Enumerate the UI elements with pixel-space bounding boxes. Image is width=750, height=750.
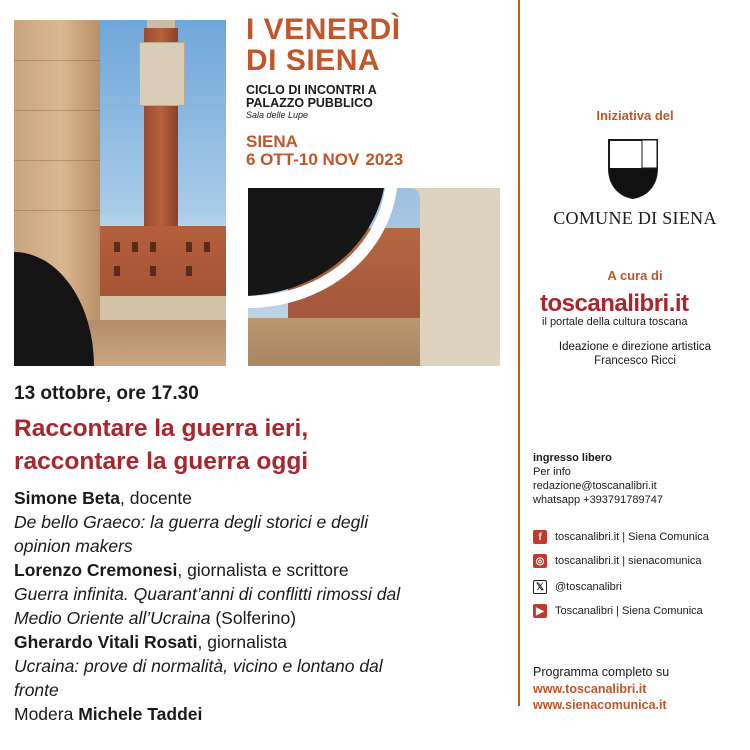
director-name: Francesco Ricci: [594, 355, 676, 367]
social-text: Toscanalibri | Siena Comunica: [555, 605, 703, 617]
facebook-icon: f: [533, 530, 547, 544]
speaker-1: [14, 486, 514, 510]
event-date: 13 ottobre, ore 17.30: [14, 383, 199, 404]
speaker-role: , giornalista e scrittore: [177, 560, 349, 580]
talk-line: fronte: [14, 680, 59, 700]
series-title: [246, 14, 506, 76]
initiative-label: Iniziativa del: [596, 108, 674, 123]
speaker-name: Gherardo Vitali Rosati: [14, 632, 198, 652]
contact-email[interactable]: redazione@toscanalibri.it: [533, 480, 657, 492]
talk-line: Ucraina: prove di normalità, vicino e lontano dal: [14, 656, 383, 676]
curated-by-label: A cura di: [607, 268, 663, 283]
talk-title-2b: [14, 606, 514, 630]
talk-title-3: [14, 654, 514, 678]
speaker-role: , giornalista: [197, 632, 287, 652]
talk-line: Medio Oriente all’Ucraina: [14, 608, 211, 628]
talk-title-1: [14, 510, 514, 534]
event-title-line1: Raccontare la guerra ieri,: [14, 415, 309, 442]
social-text: toscanalibri.it | Siena Comunica: [555, 531, 709, 543]
info-block: [533, 451, 663, 507]
subtitle-line1: CICLO DI INCONTRI A: [246, 83, 377, 97]
talk-title-2: [14, 582, 514, 606]
social-text: @toscanalibri: [555, 581, 622, 593]
speaker-list: [14, 486, 514, 726]
year: 2023: [365, 150, 404, 169]
series-subtitle: [246, 84, 506, 110]
piazza-photo-right: [248, 188, 500, 366]
moderator: [14, 702, 514, 726]
x-icon: 𝕏: [533, 580, 547, 594]
comune-di-siena-logo: COMUNE DI SIENA: [553, 208, 717, 228]
speaker-2: [14, 558, 514, 582]
date-range-text: 6 OTT-10 NOV: [246, 150, 360, 169]
entry-free: ingresso libero: [533, 452, 612, 464]
city: SIENA: [246, 132, 298, 151]
direction-label: Ideazione e direzione artistica: [558, 341, 712, 353]
contact-whatsapp[interactable]: whatsapp +393791789747: [533, 494, 663, 506]
talk-line: De bello Graeco: la guerra degli storici e degli: [14, 512, 369, 532]
series-title-line2: DI SIENA: [246, 44, 381, 77]
full-program-label: Programma completo su: [533, 665, 670, 679]
talk-line: opinion makers: [14, 536, 133, 556]
social-x[interactable]: [533, 578, 743, 596]
speaker-name: Lorenzo Cremonesi: [14, 560, 178, 580]
speaker-role: , docente: [120, 488, 192, 508]
talk-line: Guerra infinita. Quarant’anni di conflitti rimossi dal: [14, 584, 401, 604]
social-youtube[interactable]: [533, 602, 743, 620]
info-label: Per info: [533, 466, 571, 478]
talk-title-1b: [14, 534, 514, 558]
date-range: [246, 151, 403, 169]
series-title-line1: I VENERDÌ: [246, 13, 401, 46]
social-facebook[interactable]: [533, 528, 743, 546]
social-text: toscanalibri.it | sienacomunica: [555, 555, 702, 567]
talk-title-3b: [14, 678, 514, 702]
link-sienacomunica[interactable]: www.sienacomunica.it: [533, 698, 667, 712]
artistic-direction: [520, 340, 750, 368]
youtube-icon: ▶: [533, 604, 547, 618]
subtitle-line2: PALAZZO PUBBLICO: [246, 96, 373, 110]
moderator-prefix: Modera: [14, 704, 79, 724]
event-title: [14, 412, 504, 478]
speaker-name: Simone Beta: [14, 488, 120, 508]
publisher: (Solferino): [210, 608, 297, 628]
speaker-3: [14, 630, 514, 654]
toscanalibri-logo: toscanalibri.it: [540, 290, 689, 317]
link-toscanalibri[interactable]: www.toscanalibri.it: [533, 682, 647, 696]
social-instagram[interactable]: [533, 552, 743, 570]
instagram-icon: ◎: [533, 554, 547, 568]
toscanalibri-tagline: il portale della cultura toscana: [542, 316, 688, 328]
event-title-line2: raccontare la guerra oggi: [14, 448, 309, 475]
siena-crest-icon: [606, 138, 660, 200]
moderator-name: Michele Taddei: [78, 704, 203, 724]
venue: Sala delle Lupe: [246, 110, 309, 120]
